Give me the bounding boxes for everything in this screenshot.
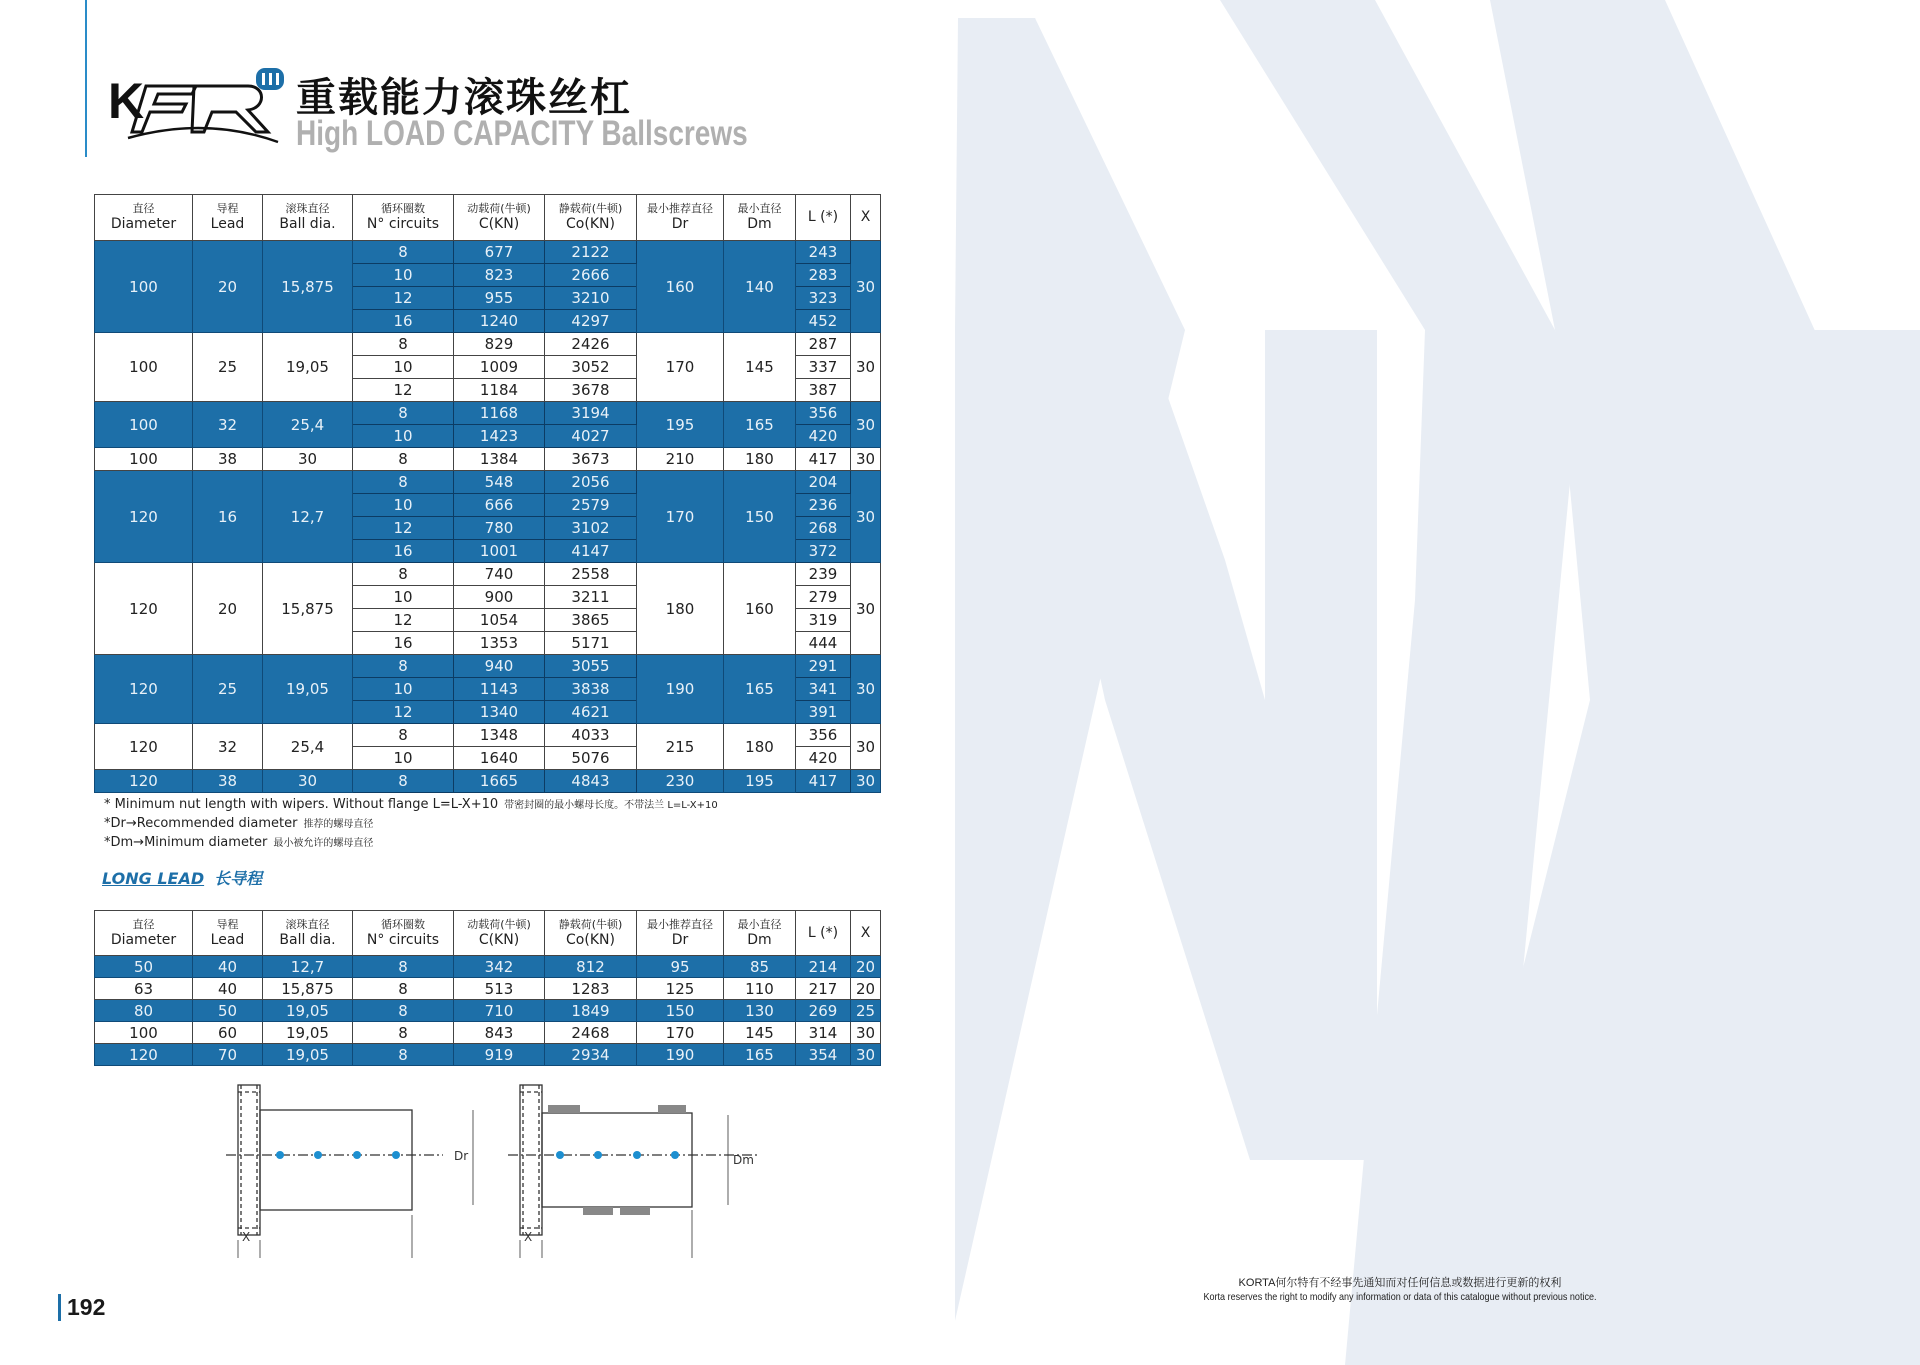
cell-x: 30 (851, 724, 881, 770)
cell-co: 4843 (545, 770, 637, 793)
cell-ball-dia: 19,05 (263, 655, 353, 724)
cell-dr: 170 (637, 333, 724, 402)
cell-x: 30 (851, 471, 881, 563)
table-row (95, 724, 881, 747)
cell-l: 387 (796, 379, 851, 402)
cell-l: 287 (796, 333, 851, 356)
column-header-en: L (*) (807, 209, 839, 225)
cell-lead: 38 (193, 770, 263, 793)
nut-dimension-diagrams (218, 1080, 778, 1260)
cell-lead: 40 (193, 956, 263, 978)
cell-dm: 180 (724, 448, 796, 471)
cell-ball-dia: 15,875 (263, 978, 353, 1000)
cell-circuits: 10 (353, 425, 454, 448)
cell-c: 548 (454, 471, 545, 494)
cell-c: 843 (454, 1022, 545, 1044)
cell-circuits: 8 (353, 471, 454, 494)
cell-co: 812 (545, 956, 637, 978)
column-header (353, 911, 454, 956)
cell-co: 3052 (545, 356, 637, 379)
cell-dm: 180 (724, 724, 796, 770)
column-header-en: Co(KN) (566, 216, 615, 232)
cell-l: 341 (796, 678, 851, 701)
cell-l: 356 (796, 724, 851, 747)
column-header (851, 911, 881, 956)
cell-co: 3678 (545, 379, 637, 402)
column-header (454, 195, 545, 241)
cell-c: 1423 (454, 425, 545, 448)
column-header-cn: 导程 (216, 917, 239, 931)
cell-dm: 165 (724, 655, 796, 724)
cell-l: 420 (796, 747, 851, 770)
cell-circuits: 8 (353, 402, 454, 425)
cell-co: 4033 (545, 724, 637, 747)
column-header-cn: 动载荷(牛顿) (467, 917, 531, 931)
cell-circuits: 10 (353, 678, 454, 701)
cell-diameter: 120 (95, 655, 193, 724)
table-row (95, 1022, 881, 1044)
cell-lead: 40 (193, 978, 263, 1000)
cell-c: 1348 (454, 724, 545, 747)
table-row (95, 956, 881, 978)
cell-c: 1143 (454, 678, 545, 701)
cell-c: 955 (454, 287, 545, 310)
cell-lead: 70 (193, 1044, 263, 1066)
cell-c: 1240 (454, 310, 545, 333)
note-dm: *Dm→Minimum diameter 最小被允许的螺母直径 (104, 835, 374, 850)
cell-c: 1168 (454, 402, 545, 425)
cell-c: 919 (454, 1044, 545, 1066)
cell-dm: 160 (724, 563, 796, 655)
column-header-cn: 直径 (132, 202, 155, 215)
cell-l: 417 (796, 770, 851, 793)
cell-l: 319 (796, 609, 851, 632)
cell-ball-dia: 15,875 (263, 563, 353, 655)
column-header-cn: 滚珠直径 (285, 202, 330, 215)
cell-lead: 16 (193, 471, 263, 563)
x-label-left: X (242, 1230, 251, 1244)
cell-l: 239 (796, 563, 851, 586)
cell-circuits: 10 (353, 356, 454, 379)
column-header (193, 911, 263, 956)
cell-c: 513 (454, 978, 545, 1000)
cell-l: 243 (796, 241, 851, 264)
column-header (353, 195, 454, 241)
cell-l: 356 (796, 402, 851, 425)
cell-dm: 145 (724, 333, 796, 402)
cell-co: 3210 (545, 287, 637, 310)
cell-c: 666 (454, 494, 545, 517)
cell-co: 3673 (545, 448, 637, 471)
cell-circuits: 16 (353, 632, 454, 655)
cell-l: 391 (796, 701, 851, 724)
cell-l: 372 (796, 540, 851, 563)
cell-c: 829 (454, 333, 545, 356)
column-header-en: C(KN) (478, 216, 520, 232)
cell-c: 823 (454, 264, 545, 287)
cell-co: 3865 (545, 609, 637, 632)
column-header-en: C(KN) (478, 931, 520, 948)
kfr-logo (108, 66, 288, 151)
column-header-cn: 最小直径 (737, 202, 782, 215)
cell-ball-dia: 30 (263, 448, 353, 471)
column-header (796, 911, 851, 956)
cell-c: 1001 (454, 540, 545, 563)
cell-l: 420 (796, 425, 851, 448)
page-number: 192 (58, 1294, 105, 1321)
cell-c: 1009 (454, 356, 545, 379)
disclaimer-en: Korta reserves the right to modify any information or data of this catalogue without previous notice. (1203, 1291, 1597, 1303)
cell-lead: 25 (193, 333, 263, 402)
dr-label: Dr (454, 1149, 469, 1163)
table-row (95, 563, 881, 586)
cell-co: 4621 (545, 701, 637, 724)
cell-circuits: 16 (353, 310, 454, 333)
column-header (95, 911, 193, 956)
cell-dr: 190 (637, 1044, 724, 1066)
cell-dm: 145 (724, 1022, 796, 1044)
svg-text:K: K (108, 73, 145, 129)
cell-c: 677 (454, 241, 545, 264)
column-header (724, 195, 796, 241)
table-row (95, 978, 881, 1000)
cell-circuits: 8 (353, 655, 454, 678)
ballscrew-spec-table (94, 194, 881, 793)
column-header-en: Dr (671, 931, 689, 948)
cell-dm: 140 (724, 241, 796, 333)
cell-c: 900 (454, 586, 545, 609)
header-accent-line (85, 0, 87, 157)
cell-l: 204 (796, 471, 851, 494)
table-row (95, 241, 881, 264)
cell-x: 30 (851, 770, 881, 793)
table-row (95, 1000, 881, 1022)
cell-circuits: 8 (353, 956, 454, 978)
long-lead-heading: LONG LEAD 长导程 (102, 869, 263, 888)
cell-c: 940 (454, 655, 545, 678)
cell-l: 268 (796, 517, 851, 540)
column-header-cn: 静载荷(牛顿) (558, 917, 623, 931)
cell-lead: 60 (193, 1022, 263, 1044)
cell-co: 3055 (545, 655, 637, 678)
cell-co: 2558 (545, 563, 637, 586)
column-header-en: Ball dia. (279, 216, 336, 232)
cell-l: 236 (796, 494, 851, 517)
cell-dm: 165 (724, 402, 796, 448)
cell-ball-dia: 19,05 (263, 333, 353, 402)
cell-circuits: 8 (353, 448, 454, 471)
cell-dr: 160 (637, 241, 724, 333)
cell-ball-dia: 15,875 (263, 241, 353, 333)
column-header-cn: 最小直径 (737, 917, 782, 931)
cell-circuits: 10 (353, 494, 454, 517)
cell-dr: 195 (637, 402, 724, 448)
cell-c: 1384 (454, 448, 545, 471)
cell-circuits: 8 (353, 1044, 454, 1066)
cell-co: 2579 (545, 494, 637, 517)
column-header-en: Dm (747, 216, 772, 232)
x-label-right: X (524, 1230, 533, 1244)
cell-co: 1849 (545, 1000, 637, 1022)
cell-diameter: 63 (95, 978, 193, 1000)
disclaimer (1150, 1276, 1650, 1304)
column-header-cn: 最小推荐直径 (647, 917, 713, 931)
cell-ball-dia: 25,4 (263, 402, 353, 448)
cell-diameter: 100 (95, 448, 193, 471)
column-header-cn: 最小推荐直径 (647, 202, 713, 215)
column-header-en: L (*) (807, 924, 839, 941)
cell-dm: 110 (724, 978, 796, 1000)
cell-co: 4297 (545, 310, 637, 333)
column-header-en: Lead (210, 216, 245, 232)
column-header (545, 911, 637, 956)
cell-co: 2468 (545, 1022, 637, 1044)
cell-x: 30 (851, 448, 881, 471)
cell-x: 30 (851, 333, 881, 402)
title-chinese: 重载能力滚珠丝杠 (296, 75, 632, 121)
cell-co: 5076 (545, 747, 637, 770)
cell-x: 20 (851, 956, 881, 978)
cell-ball-dia: 25,4 (263, 724, 353, 770)
cell-circuits: 10 (353, 747, 454, 770)
column-header (724, 911, 796, 956)
cell-x: 30 (851, 1022, 881, 1044)
cell-circuits: 12 (353, 287, 454, 310)
cell-diameter: 120 (95, 471, 193, 563)
column-header (851, 195, 881, 241)
cell-c: 1184 (454, 379, 545, 402)
cell-co: 1283 (545, 978, 637, 1000)
cell-dr: 170 (637, 471, 724, 563)
cell-l: 314 (796, 1022, 851, 1044)
cell-c: 342 (454, 956, 545, 978)
cell-ball-dia: 12,7 (263, 956, 353, 978)
cell-dm: 165 (724, 1044, 796, 1066)
column-header (454, 911, 545, 956)
cell-x: 30 (851, 402, 881, 448)
cell-co: 5171 (545, 632, 637, 655)
cell-lead: 25 (193, 655, 263, 724)
cell-c: 1340 (454, 701, 545, 724)
cell-diameter: 100 (95, 241, 193, 333)
cell-c: 1353 (454, 632, 545, 655)
cell-circuits: 16 (353, 540, 454, 563)
cell-dr: 230 (637, 770, 724, 793)
cell-diameter: 100 (95, 402, 193, 448)
cell-circuits: 8 (353, 1022, 454, 1044)
column-header (796, 195, 851, 241)
dm-label: Dm (733, 1153, 754, 1167)
cell-dr: 150 (637, 1000, 724, 1022)
cell-dr: 215 (637, 724, 724, 770)
cell-l: 283 (796, 264, 851, 287)
note-min-nut-length: * Minimum nut length with wipers. Without flange L=L-X+10 带密封圈的最小螺母长度。不带法兰 L=L-X+10 (104, 797, 718, 812)
note-dr: *Dr→Recommended diameter 推荐的螺母直径 (104, 816, 374, 831)
cell-l: 444 (796, 632, 851, 655)
cell-diameter: 100 (95, 1022, 193, 1044)
table-row (95, 471, 881, 494)
table-row (95, 655, 881, 678)
cell-c: 1054 (454, 609, 545, 632)
cell-l: 214 (796, 956, 851, 978)
column-header-en: Ball dia. (279, 931, 336, 948)
cell-co: 3211 (545, 586, 637, 609)
column-header-cn: 滚珠直径 (285, 917, 330, 931)
flanged-nut-dm-diagram (508, 1085, 758, 1258)
cell-circuits: 8 (353, 333, 454, 356)
column-header-cn: 动载荷(牛顿) (467, 202, 531, 215)
cell-diameter: 120 (95, 563, 193, 655)
column-header (637, 195, 724, 241)
cell-lead: 20 (193, 241, 263, 333)
cell-dr: 170 (637, 1022, 724, 1044)
cell-dr: 190 (637, 655, 724, 724)
column-header-en: Co(KN) (566, 931, 615, 948)
cell-c: 1640 (454, 747, 545, 770)
column-header-cn: 循环圈数 (381, 202, 425, 215)
cell-l: 217 (796, 978, 851, 1000)
column-header-cn: 导程 (216, 202, 239, 215)
column-header-en: X (860, 924, 871, 941)
cell-diameter: 50 (95, 956, 193, 978)
cell-diameter: 100 (95, 333, 193, 402)
cell-x: 30 (851, 655, 881, 724)
cell-circuits: 8 (353, 724, 454, 747)
column-header-en: Diameter (110, 216, 177, 232)
cell-lead: 50 (193, 1000, 263, 1022)
cell-co: 3194 (545, 402, 637, 425)
table-row (95, 402, 881, 425)
column-header (193, 195, 263, 241)
cell-ball-dia: 30 (263, 770, 353, 793)
column-header-cn: 直径 (132, 917, 155, 931)
cell-co: 4027 (545, 425, 637, 448)
cell-diameter: 80 (95, 1000, 193, 1022)
cell-co: 3102 (545, 517, 637, 540)
column-header (95, 195, 193, 241)
cell-co: 2666 (545, 264, 637, 287)
background-chevron-graphic (955, 0, 1920, 1365)
column-header-en: Dr (671, 216, 689, 232)
table-notes (104, 796, 718, 853)
cell-c: 740 (454, 563, 545, 586)
cell-circuits: 10 (353, 264, 454, 287)
cell-x: 30 (851, 1044, 881, 1066)
cell-circuits: 12 (353, 609, 454, 632)
cell-l: 452 (796, 310, 851, 333)
cell-lead: 32 (193, 724, 263, 770)
cell-c: 710 (454, 1000, 545, 1022)
cell-co: 4147 (545, 540, 637, 563)
cell-co: 2934 (545, 1044, 637, 1066)
cell-co: 2056 (545, 471, 637, 494)
column-header-cn: 循环圈数 (381, 917, 425, 931)
title-english: High LOAD CAPACITY Ballscrews (296, 114, 748, 153)
column-header-en: X (860, 209, 871, 225)
cell-diameter: 120 (95, 724, 193, 770)
cell-circuits: 12 (353, 517, 454, 540)
cell-c: 1665 (454, 770, 545, 793)
column-header (263, 195, 353, 241)
cell-circuits: 8 (353, 978, 454, 1000)
cell-dm: 130 (724, 1000, 796, 1022)
cell-l: 291 (796, 655, 851, 678)
cell-l: 323 (796, 287, 851, 310)
cell-ball-dia: 12,7 (263, 471, 353, 563)
column-header-cn: 静载荷(牛顿) (558, 202, 623, 215)
disclaimer-cn: KORTA何尔特有不经事先通知而对任何信息或数据进行更新的权利 (1238, 1277, 1562, 1289)
column-header-en: N° circuits (366, 931, 440, 948)
cell-lead: 32 (193, 402, 263, 448)
cell-x: 20 (851, 978, 881, 1000)
cell-l: 337 (796, 356, 851, 379)
cell-dr: 95 (637, 956, 724, 978)
cell-x: 25 (851, 1000, 881, 1022)
cell-lead: 20 (193, 563, 263, 655)
cell-lead: 38 (193, 448, 263, 471)
column-header (637, 911, 724, 956)
long-lead-spec-table (94, 910, 881, 1066)
cell-dm: 150 (724, 471, 796, 563)
cell-diameter: 120 (95, 770, 193, 793)
cell-circuits: 8 (353, 1000, 454, 1022)
cell-dm: 85 (724, 956, 796, 978)
cell-circuits: 8 (353, 563, 454, 586)
column-header (263, 911, 353, 956)
cell-diameter: 120 (95, 1044, 193, 1066)
cell-l: 354 (796, 1044, 851, 1066)
column-header-en: Lead (210, 931, 245, 948)
cell-l: 279 (796, 586, 851, 609)
column-header-en: N° circuits (366, 216, 440, 232)
cell-x: 30 (851, 241, 881, 333)
cell-ball-dia: 19,05 (263, 1022, 353, 1044)
cell-l: 417 (796, 448, 851, 471)
column-header (545, 195, 637, 241)
table-row (95, 448, 881, 471)
cell-dr: 125 (637, 978, 724, 1000)
cell-c: 780 (454, 517, 545, 540)
cell-circuits: 12 (353, 701, 454, 724)
cell-co: 2122 (545, 241, 637, 264)
cell-dr: 210 (637, 448, 724, 471)
cell-x: 30 (851, 563, 881, 655)
cell-ball-dia: 19,05 (263, 1000, 353, 1022)
flanged-nut-dr-diagram (226, 1085, 473, 1258)
table-row (95, 770, 881, 793)
table-row (95, 1044, 881, 1066)
cell-circuits: 12 (353, 379, 454, 402)
cell-circuits: 8 (353, 770, 454, 793)
cell-dm: 195 (724, 770, 796, 793)
column-header-en: Diameter (110, 931, 177, 948)
cell-co: 3838 (545, 678, 637, 701)
cell-circuits: 8 (353, 241, 454, 264)
cell-circuits: 10 (353, 586, 454, 609)
cell-co: 2426 (545, 333, 637, 356)
cell-l: 269 (796, 1000, 851, 1022)
cell-dr: 180 (637, 563, 724, 655)
cell-ball-dia: 19,05 (263, 1044, 353, 1066)
table-row (95, 333, 881, 356)
column-header-en: Dm (747, 931, 772, 948)
